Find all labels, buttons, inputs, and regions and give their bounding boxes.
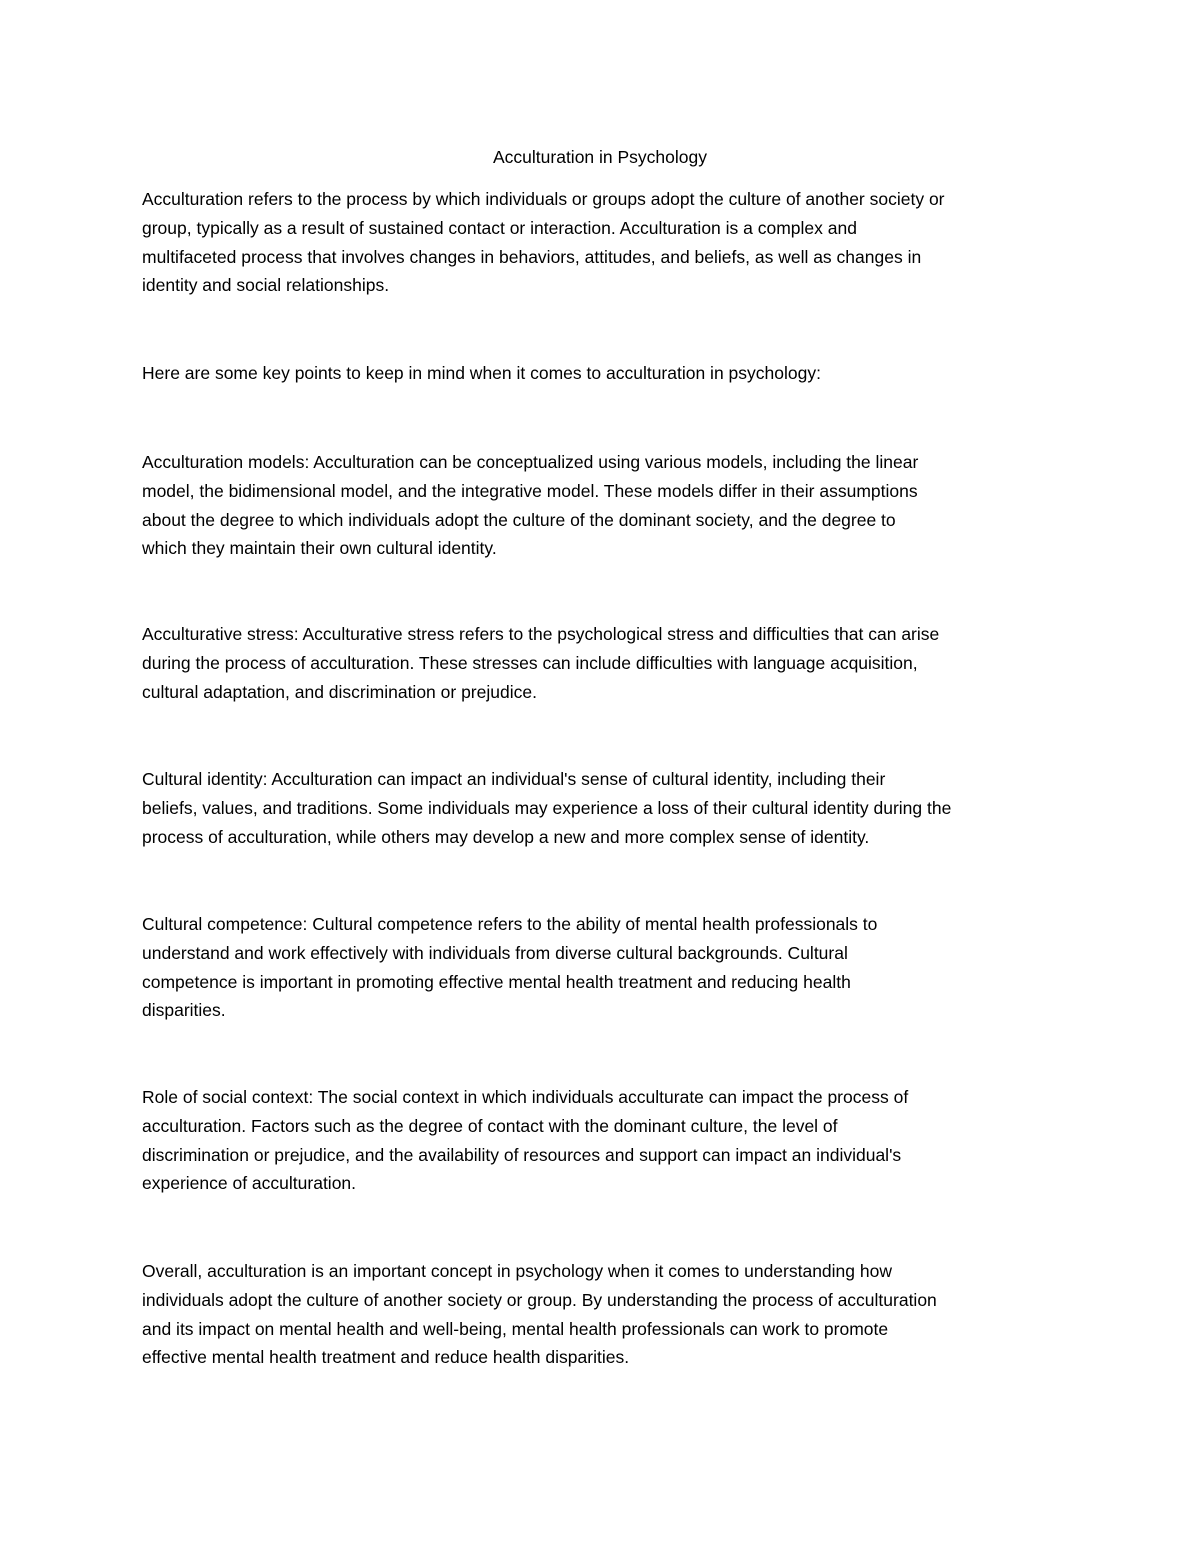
conclusion-paragraph <box>142 1257 1062 1372</box>
intro-paragraph <box>142 185 1062 300</box>
paragraph-line: disparities. <box>142 1000 226 1021</box>
paragraph-line: Role of social context: The social context in which individuals acculturate can impact the process of <box>142 1087 909 1107</box>
paragraph-line: Cultural identity: Acculturation can impact an individual's sense of cultural identity, including their <box>142 769 886 789</box>
paragraph-line: Overall, acculturation is an important concept in psychology when it comes to understanding how <box>142 1261 892 1281</box>
paragraph-line: Acculturation refers to the process by which individuals or groups adopt the culture of another society or <box>142 189 945 209</box>
paragraph-line: which they maintain their own cultural identity. <box>142 538 497 559</box>
paragraph-line: acculturation. Factors such as the degree of contact with the dominant culture, the level of <box>142 1115 838 1136</box>
acculturative-stress-paragraph <box>142 620 1062 706</box>
social-context-paragraph <box>142 1083 1062 1198</box>
key-points-intro-paragraph <box>142 359 1062 388</box>
cultural-competence-paragraph <box>142 910 1062 1025</box>
paragraph-line: during the process of acculturation. These stresses can include difficulties with language acquisition, <box>142 652 918 673</box>
paragraph-line: competence is important in promoting effective mental health treatment and reducing health <box>142 971 851 992</box>
paragraph-line: cultural adaptation, and discrimination or prejudice. <box>142 681 537 702</box>
paragraph-line: Acculturative stress: Acculturative stress refers to the psychological stress and difficulties that can arise <box>142 624 940 644</box>
paragraph-line: individuals adopt the culture of another society or group. By understanding the process of acculturation <box>142 1289 937 1310</box>
paragraph-line: discrimination or prejudice, and the availability of resources and support can impact an individual's <box>142 1144 902 1165</box>
paragraph-line: about the degree to which individuals adopt the culture of the dominant society, and the degree to <box>142 509 896 530</box>
acculturation-models-paragraph <box>142 448 1062 563</box>
paragraph-line: process of acculturation, while others may develop a new and more complex sense of identity. <box>142 826 870 847</box>
paragraph-line: understand and work effectively with individuals from diverse cultural backgrounds. Cultural <box>142 942 848 963</box>
paragraph-line: Here are some key points to keep in mind when it comes to acculturation in psychology: <box>142 363 821 383</box>
document-title: Acculturation in Psychology <box>493 147 707 167</box>
paragraph-line: Acculturation models: Acculturation can be conceptualized using various models, including the linear <box>142 452 919 472</box>
paragraph-line: experience of acculturation. <box>142 1173 357 1194</box>
paragraph-line: multifaceted process that involves changes in behaviors, attitudes, and beliefs, as well as changes in <box>142 246 922 267</box>
paragraph-line: and its impact on mental health and well-being, mental health professionals can work to promote <box>142 1318 889 1339</box>
paragraph-line: Cultural competence: Cultural competence refers to the ability of mental health professionals to <box>142 914 878 934</box>
paragraph-line: beliefs, values, and traditions. Some individuals may experience a loss of their cultural identity during the <box>142 797 952 818</box>
paragraph-line: group, typically as a result of sustained contact or interaction. Acculturation is a complex and <box>142 217 857 238</box>
cultural-identity-paragraph <box>142 765 1062 851</box>
paragraph-line: identity and social relationships. <box>142 275 390 296</box>
paragraph-line: model, the bidimensional model, and the integrative model. These models differ in their assumptions <box>142 480 918 501</box>
paragraph-line: effective mental health treatment and reduce health disparities. <box>142 1347 630 1368</box>
